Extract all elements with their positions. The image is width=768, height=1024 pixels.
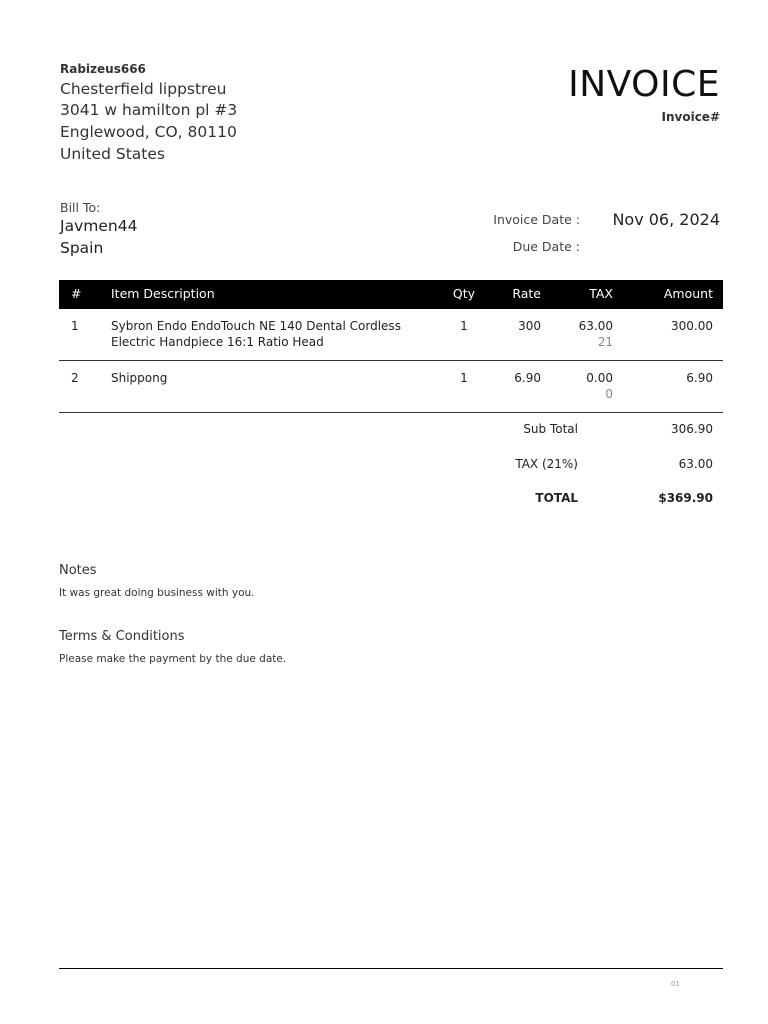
row-tax-percent: 21 (597, 335, 613, 349)
tax-total-value: 63.00 (678, 457, 713, 471)
invoice-date-value: Nov 06, 2024 (612, 210, 720, 229)
header-amount: Amount (663, 286, 713, 301)
sender-name: Rabizeus666 (60, 62, 146, 76)
total-label: TOTAL (535, 491, 578, 505)
invoice-date-label: Invoice Date : (493, 212, 580, 227)
total-value: $369.90 (658, 491, 713, 505)
bill-to-label: Bill To: (60, 200, 101, 215)
row-num: 2 (71, 371, 79, 385)
terms-heading: Terms & Conditions (59, 629, 185, 644)
row-amount: 6.90 (686, 371, 713, 385)
header-tax: TAX (589, 286, 613, 301)
header-qty: Qty (452, 286, 476, 301)
bill-to-name: Javmen44 (60, 217, 138, 235)
row-description: Sybron Endo EndoTouch NE 140 Dental Cordless Electric Handpiece 16:1 Ratio Head (111, 319, 401, 349)
footer-divider (59, 968, 723, 969)
row-qty: 1 (460, 371, 468, 385)
table-row (59, 361, 723, 413)
row-qty: 1 (460, 319, 468, 333)
sender-address-line: Englewood, CO, 80110 (60, 123, 237, 141)
header-rate: Rate (512, 286, 541, 301)
terms-text: Please make the payment by the due date. (59, 653, 287, 665)
row-amount: 300.00 (671, 319, 713, 333)
sender-address-line: 3041 w hamilton pl #3 (60, 101, 238, 119)
subtotal-label: Sub Total (523, 422, 578, 436)
row-tax: 63.00 (578, 319, 613, 333)
page-number: 01 (671, 980, 680, 988)
invoice-title: INVOICE (568, 64, 720, 105)
notes-heading: Notes (59, 563, 97, 578)
row-tax: 0.00 (586, 371, 613, 385)
items-table (59, 280, 723, 413)
subtotal-value: 306.90 (671, 422, 713, 436)
sender-address-line: United States (60, 145, 165, 163)
invoice-number-label: Invoice# (661, 110, 720, 124)
notes-text: It was great doing business with you. (59, 587, 255, 599)
tax-total-label: TAX (21%) (515, 457, 578, 471)
sender-address-line: Chesterfield lippstreu (60, 80, 227, 98)
due-date-label: Due Date : (512, 239, 580, 254)
row-num: 1 (71, 319, 79, 333)
row-description: Shippong (111, 371, 168, 385)
header-num: # (71, 286, 82, 301)
table-row (59, 309, 723, 361)
row-rate: 300 (518, 319, 541, 333)
table-header (59, 280, 723, 309)
bill-to-country: Spain (60, 239, 104, 257)
row-tax-percent: 0 (605, 387, 613, 401)
header-description: Item Description (111, 286, 215, 301)
row-rate: 6.90 (514, 371, 541, 385)
